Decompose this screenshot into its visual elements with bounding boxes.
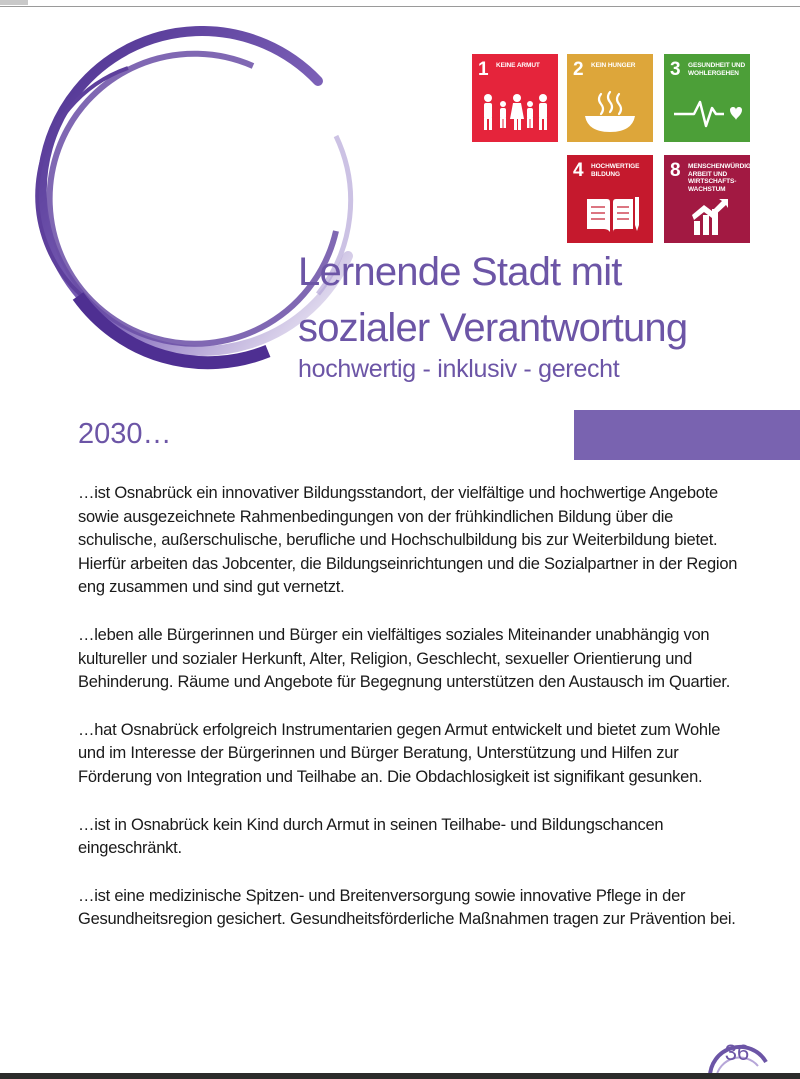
sdg-tile-no-poverty xyxy=(472,54,558,142)
sdg-number: 3 xyxy=(670,59,681,80)
sdg-number: 2 xyxy=(573,59,584,80)
sdg-tile-good-health xyxy=(664,54,750,142)
heartbeat-icon xyxy=(664,90,750,138)
sdg-number: 4 xyxy=(573,160,584,181)
window-bottom-edge xyxy=(0,1073,800,1079)
window-tab xyxy=(0,0,28,5)
title-line-1: Lernende Stadt mit xyxy=(298,250,622,294)
sdg-tile-decent-work xyxy=(664,155,756,243)
paragraph: …leben alle Bürgerinnen und Bürger ein vielfältiges soziales Miteinander unabhängig von kultureller und sozialer Herkunft, Alter, Religion, Geschlecht, sexueller Orientierung und Behinderung. Räume und Angebote für Begegnung unterstützen den Austausch im Quartier. xyxy=(78,625,731,692)
title-line-2: sozialer Verantwortung xyxy=(298,306,688,350)
paragraph: …ist in Osnabrück kein Kind durch Armut in seinen Teilhabe- und Bildungschancen eingeschränkt. xyxy=(78,815,664,858)
sdg-number: 1 xyxy=(478,59,489,80)
sdg-label: HOCHWERTIGE BILDUNG xyxy=(591,163,640,178)
sdg-tile-quality-education xyxy=(567,155,653,243)
section-year-heading: 2030… xyxy=(78,418,172,450)
family-icon xyxy=(472,90,558,138)
paragraph: …ist Osnabrück ein innovativer Bildungsstandort, der vielfältige und hochwertige Angebote sowie ausgezeichnete Rahmenbedingungen von der frühkindlichen Bildung über die schulische, außerschulische, berufliche und Hochschulbildung bis zur Weiterbildung bietet. Hierfür arbeiten das Jobcenter, die Bildungseinrichtungen und die Sozialpartner in der Region eng zusammen und sind gut vernetzt. xyxy=(78,484,738,597)
sdg-label: GESUNDHEIT UND WOHLERGEHEN xyxy=(688,62,746,77)
bowl-icon xyxy=(567,90,653,138)
page-title xyxy=(298,244,687,356)
sdg-number: 8 xyxy=(670,160,681,181)
paragraph: …hat Osnabrück erfolgreich Instrumentarien gegen Armut entwickelt und bietet zum Wohle und im Interesse der Bürgerinnen und Bürger Beratung, Unterstützung und Hilfen zur Förderung von Integration und Teilhabe an. Die Obdachlosigkeit ist signifikant gesunken. xyxy=(78,720,721,786)
sdg-label: KEINE ARMUT xyxy=(496,62,540,69)
sdg-label: MENSCHENWÜRDIGE ARBEIT UND WIRTSCHAFTS-WACHSTUM xyxy=(688,163,756,193)
sdg-tile-zero-hunger xyxy=(567,54,653,142)
page-number: 36 xyxy=(724,1040,750,1065)
body-text xyxy=(78,482,738,956)
window-top-edge xyxy=(0,0,800,7)
sdg-label: KEIN HUNGER xyxy=(591,62,636,69)
page-subtitle: hochwertig - inklusiv - gerecht xyxy=(298,355,620,383)
paragraph: …ist eine medizinische Spitzen- und Breitenversorgung sowie innovative Pflege in der Gesundheitsregion gesichert. Gesundheitsförderliche Maßnahmen tragen zur Prävention bei. xyxy=(78,886,736,929)
growth-chart-icon xyxy=(664,191,750,239)
accent-bar xyxy=(574,410,800,460)
book-icon xyxy=(567,191,653,239)
